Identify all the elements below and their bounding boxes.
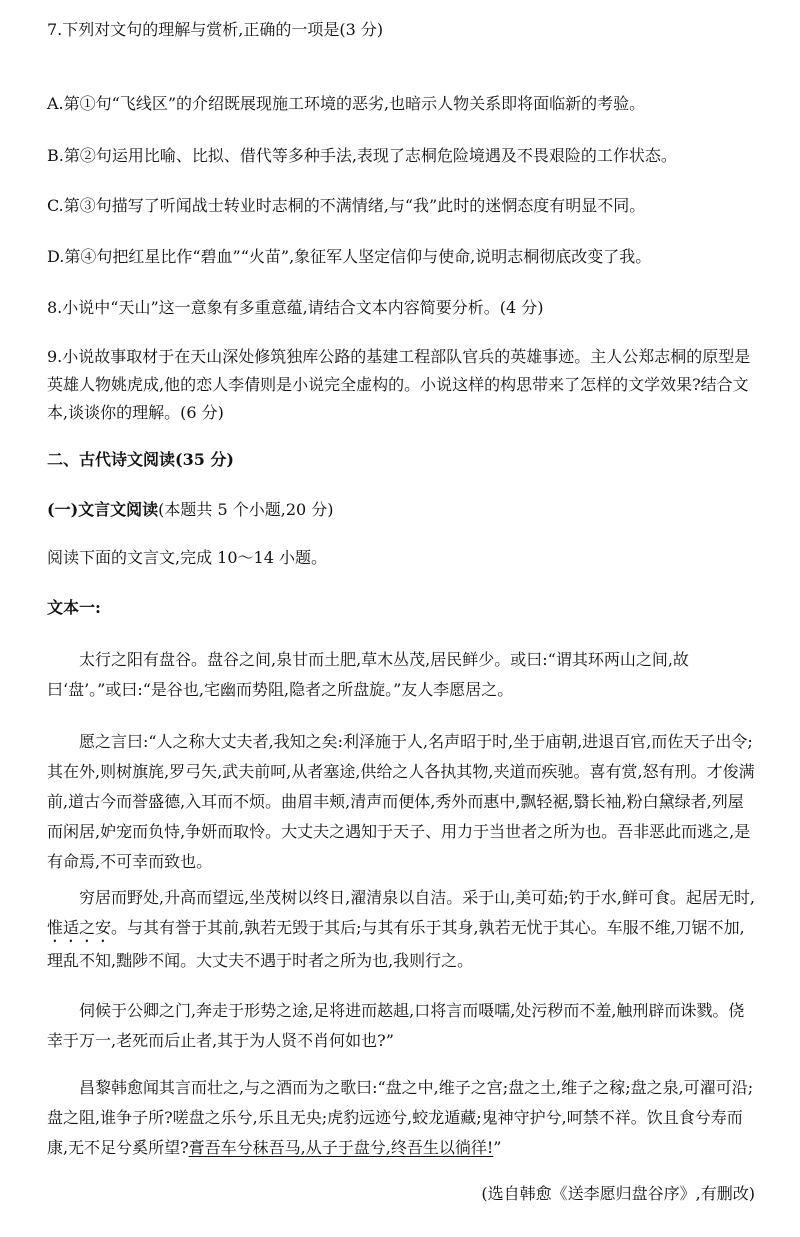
source-citation: (选自韩愈《送李愿归盘谷序》,有删改) xyxy=(481,1184,755,1203)
question-8: 8.小说中“天山”这一意象有多重意蕴,请结合文本内容简要分析。(4 分) xyxy=(47,298,544,317)
question-7-stem: 7.下列对文句的理解与赏析,正确的一项是(3 分) xyxy=(47,20,384,39)
passage-paragraph-3-start: 穷居而野处,升高而望远,坐茂树以终日,濯清泉以自洁。采于山,美可茹;钓于水,鲜可食。起居无时, xyxy=(79,888,755,907)
passage-paragraph-1: 太行之阳有盘谷。盘谷之间,泉甘而土肥,草木丛茂,居民鲜少。或曰:“谓其环两山之间,故曰‘盘’。”或曰:“是谷也,宅幽而势阻,隐者之所盘旋。”友人李愿居之。 xyxy=(47,650,689,699)
subsection-heading-note: (本题共 5 个小题,20 分) xyxy=(158,500,334,519)
text-one-label: 文本一: xyxy=(47,598,101,617)
passage-paragraph-2: 愿之言曰:“人之称大丈夫者,我知之矣:利泽施于人,名声昭于时,坐于庙朝,进退百官,而佐天子出令;其在外,则树旗旄,罗弓矢,武夫前呵,从者塞途,供给之人各执其物,夹道而疾驰。喜有赏,怒有刑。才俊满前,道古今而誉盛德,入耳而不烦。曲眉丰颊,清声而便体,秀外而惠中,飘轻裾,翳长袖,粉白黛绿者,列屋而闲居,妒宠而负恃,争妍而取怜。大丈夫之遇知于天子、用力于当世者之所为也。吾非恶此而逃之,是有命焉,不可幸而致也。 xyxy=(47,732,755,871)
passage-paragraph-5 xyxy=(47,1073,759,1163)
passage-paragraph-3 xyxy=(47,883,759,976)
passage-paragraph-3-end: 。与其有誉于其前,孰若无毁于其后;与其有乐于其身,孰若无忧于其心。车服不维,刀锯不加,理乱不知,黜陟不闻。大丈夫不遇于时者之所为也,我则行之。 xyxy=(47,918,745,970)
passage-paragraph-5-end: ” xyxy=(493,1138,502,1157)
question-7-option-d: D.第④句把红星比作“碧血”“火苗”,象征军人坚定信仰与使命,说明志桐彻底改变了我。 xyxy=(47,247,652,266)
question-7-option-a: A.第①句“飞线区”的介绍既展现施工环境的恶劣,也暗示人物关系即将面临新的考验。 xyxy=(47,94,646,113)
question-7-option-c: C.第③句描写了听闻战士转业时志桐的不满情绪,与“我”此时的迷惘态度有明显不同。 xyxy=(47,196,646,215)
question-9: 9.小说故事取材于在天山深处修筑独库公路的基建工程部队官兵的英雄事迹。主人公郑志桐的原型是英雄人物姚虎成,他的恋人李倩则是小说完全虚构的。小说这样的构思带来了怎样的文学效果?结合文本,谈谈你的理解。(6 分) xyxy=(47,347,751,422)
reading-instruction: 阅读下面的文言文,完成 10～14 小题。 xyxy=(47,548,327,567)
section-title: 二、古代诗文阅读(35 分) xyxy=(47,450,234,469)
passage-paragraph-5-start: 昌黎韩愈闻其言而壮之,与之酒而为之歌曰:“盘之中,维子之宫;盘之土,维子之稼;盘之泉,可濯可沿;盘之阻,谁争子所?嗟盘之乐兮,乐且无央;虎豹远迹兮,蛟龙遁藏;鬼神守护兮,呵禁不祥。饮且食兮寿而康,无不足兮奚所望? xyxy=(47,1078,754,1157)
underlined-sentence: 膏吾车兮秣吾马,从子于盘兮,终吾生以徜徉! xyxy=(188,1138,494,1157)
question-7-option-b: B.第②句运用比喻、比拟、借代等多种手法,表现了志桐危险境遇及不畏艰险的工作状态。 xyxy=(47,146,677,165)
emphasized-phrase: 惟适之安 xyxy=(47,918,112,937)
subsection-heading-bold: (一)文言文阅读 xyxy=(47,500,159,519)
passage-paragraph-4: 伺候于公卿之门,奔走于形势之途,足将进而趑趄,口将言而嗫嚅,处污秽而不羞,触刑辟而诛戮。侥幸于万一,老死而后止者,其于为人贤不肖何如也?” xyxy=(47,1001,745,1050)
subsection-heading xyxy=(47,496,759,524)
